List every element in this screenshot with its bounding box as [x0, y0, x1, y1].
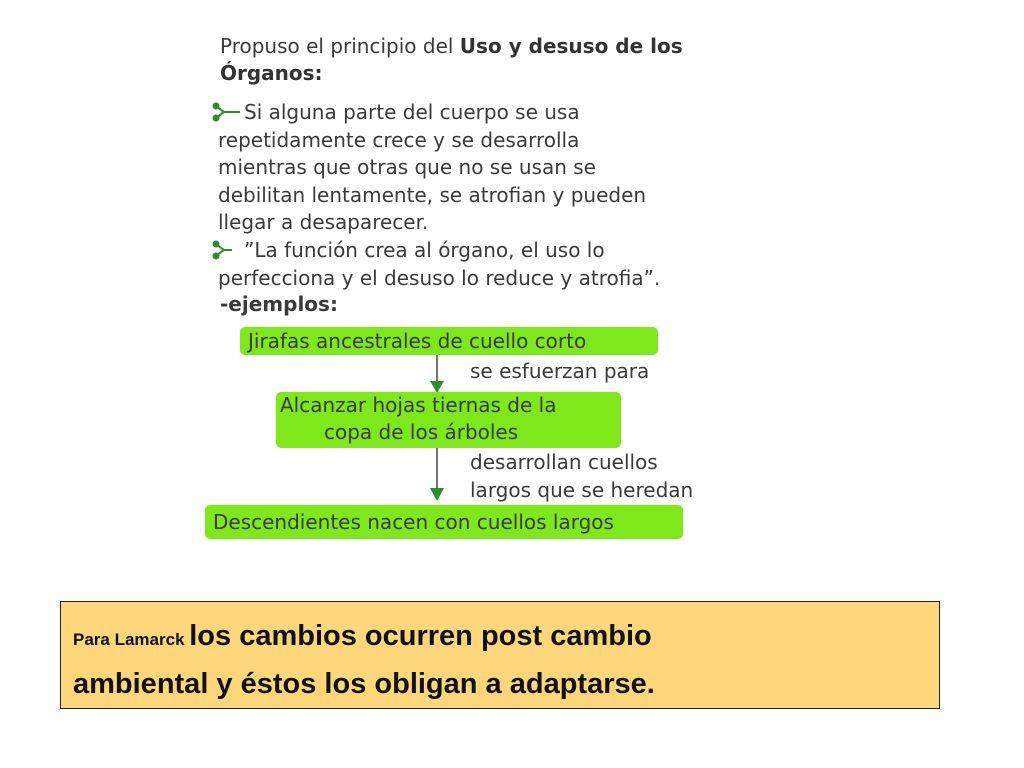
down-arrow-icon [426, 355, 450, 395]
flow-link-2-line-1: desarrollan cuellos [470, 450, 658, 474]
flow-step-1: Jirafas ancestrales de cuello corto [240, 327, 658, 355]
intro-text [220, 33, 740, 87]
intro-prefix: Propuso el principio del [220, 34, 460, 58]
bullet-2 [218, 237, 738, 292]
bullet-1-line-4: debilitan lentamente, se atrofian y pueden [218, 182, 647, 207]
bullet-1-line-1: Si alguna parte del cuerpo se usa [244, 100, 580, 124]
bullet-1 [218, 99, 738, 237]
bullet-1-line-5: llegar a desaparecer. [218, 210, 429, 234]
note-large-line-2: ambiental y éstos los obligan a adaptarse. [73, 668, 655, 700]
flow-step-2-line-2: copa de los árboles [324, 420, 519, 444]
flow-link-2 [470, 448, 693, 504]
flow-link-1: se esfuerzan para [470, 359, 650, 383]
flow-step-2 [276, 392, 621, 448]
flow-step-3: Descendientes nacen con cuellos largos [205, 505, 683, 539]
bullet-1-line-2: repetidamente crece y se desarrolla [218, 127, 580, 152]
bullet-2-line-1: ”La función crea al órgano, el uso lo [244, 238, 605, 262]
note-large-line-1: los cambios ocurren post cambio [189, 620, 652, 652]
bullet-connector-icon [210, 239, 242, 261]
note-small-text: Para Lamarck [73, 630, 190, 649]
flow-step-2-line-1: Alcanzar hojas tiernas de la [280, 393, 557, 417]
down-arrow-icon [426, 448, 450, 504]
bullet-2-line-2: perfecciona y el desuso lo reduce y atrofia”. [218, 265, 661, 290]
lamarck-note [60, 601, 940, 709]
note-line-1 [73, 614, 939, 662]
bullet-connector-icon [210, 101, 242, 123]
bullet-1-line-3: mientras que otras que no se usan se [218, 155, 596, 179]
intro-bold: Uso y desuso de los Órganos: [220, 34, 683, 85]
examples-title: -ejemplos: [220, 292, 338, 316]
flow-link-2-line-2: largos que se heredan [470, 478, 694, 502]
